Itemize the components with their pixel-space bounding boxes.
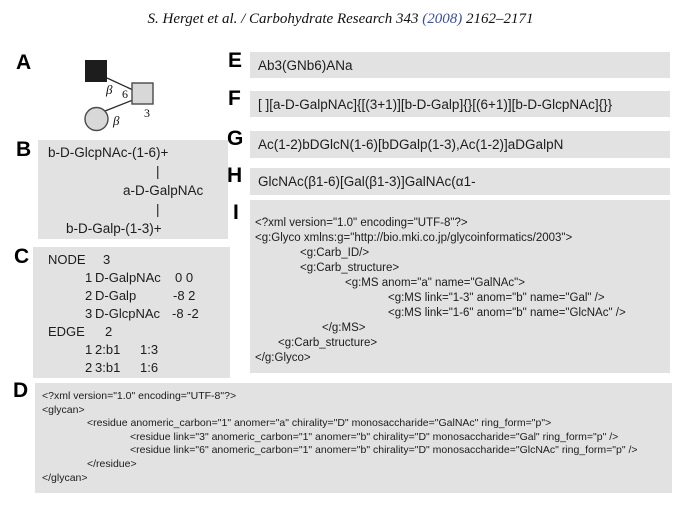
code-line: EDGE 2 <box>48 324 113 339</box>
panel-c-kcf-box <box>33 247 230 378</box>
panel-a-label: A <box>16 51 32 74</box>
code-line: <residue link="3" anomeric_carbon="1" anomer="b" chirality="D" monosaccharide="Gal" ring_form="p" /> <box>130 430 619 443</box>
code-line: <g:MS link="1-3" anom="b" name="Gal" /> <box>388 292 605 304</box>
code-line: b-D-Galp-(1-3)+ <box>66 221 162 236</box>
panel-g-text: Ac(1-2)bDGlcN(1-6)[bDGalp(1-3),Ac(1-2)]aDGalpN <box>258 137 564 152</box>
code-line: 1 D-GalpNAc 0 0 <box>85 270 194 285</box>
panel-d-xml-box <box>35 383 672 493</box>
code-line: </residue> <box>87 457 137 470</box>
panel-c-label: C <box>14 245 30 268</box>
code-line: b-D-GlcpNAc-(1-6)+ <box>48 145 169 160</box>
linkage-3-label: 3 <box>144 106 150 120</box>
panel-h-condensed-iupac-box <box>250 168 670 195</box>
code-line: | <box>156 164 160 179</box>
code-line: 3 D-GlcpNAc -8 -2 <box>85 306 199 321</box>
code-line: </g:MS> <box>322 322 366 334</box>
galnac-gray-square-icon <box>132 83 153 104</box>
code-line: <residue anomeric_carbon="1" anomer="a" chirality="D" monosaccharide="GalNAc" ring_form="p"> <box>87 417 552 430</box>
beta-label-top: β <box>106 82 113 97</box>
code-line: <g:Glyco xmlns:g="http://bio.mki.co.jp/glycoinformatics/2003"> <box>255 232 573 244</box>
code-line: <residue link="6" anomeric_carbon="1" anomer="b" chirality="D" monosaccharide="GlcNAc" ring_form="p" /> <box>130 444 638 457</box>
panel-f-label: F <box>228 87 241 110</box>
panel-h-label: H <box>227 164 243 187</box>
panel-i-glyco-xml-box <box>250 200 670 373</box>
panel-e-label: E <box>228 49 243 72</box>
code-line: <?xml version="1.0" encoding="UTF-8"?> <box>42 390 237 402</box>
code-line: 1 2:b1 1:3 <box>85 342 159 357</box>
gal-gray-circle-icon <box>85 108 108 131</box>
link-line-3 <box>105 100 133 111</box>
code-line: <glycan> <box>42 403 85 416</box>
code-line: <?xml version="1.0" encoding="UTF-8"?> <box>255 217 468 229</box>
running-head <box>0 11 681 28</box>
code-line: </glycan> <box>42 471 88 484</box>
panel-g-label: G <box>227 127 244 150</box>
code-line: </g:Glyco> <box>255 352 311 364</box>
panel-e-linearcode-box <box>250 52 670 78</box>
code-line: <g:MS anom="a" name="GalNAc"> <box>345 277 525 289</box>
code-line: <g:Carb_structure> <box>300 262 400 274</box>
code-line: 2 3:b1 1:6 <box>85 360 159 375</box>
code-line: <g:MS link="1-6" anom="b" name="GlcNAc" /> <box>388 307 626 319</box>
citation-pages: 2162–2171 <box>462 11 534 27</box>
panel-b-label: B <box>16 138 32 161</box>
code-line: <g:Carb_structure> <box>278 337 378 349</box>
linkage-6-label: 6 <box>122 87 128 101</box>
beta-label-bottom: β <box>113 113 120 128</box>
panel-e-text: Ab3(GNb6)ANa <box>258 57 353 73</box>
code-line: 2 D-Galp -8 2 <box>85 288 196 303</box>
panel-f-linucs-box <box>250 91 670 117</box>
panel-b-iupac-box <box>38 140 228 239</box>
panel-i-label: I <box>233 201 239 224</box>
citation-year: (2008) <box>422 11 463 27</box>
panel-h-text: GlcNAc(β1-6)[Gal(β1-3)]GalNAc(α1- <box>258 174 476 189</box>
glycan-symbol-diagram <box>78 52 168 148</box>
panel-f-text: [ ][a-D-GalpNAc]{[(3+1)][b-D-Galp]{}[(6+1)][b-D-GlcpNAc]{}} <box>258 96 613 112</box>
panel-d-label: D <box>13 379 29 402</box>
code-line: <g:Carb_ID/> <box>300 247 370 259</box>
code-line: a-D-GalpNAc <box>123 183 204 198</box>
panel-g-bcsdb-box <box>250 131 670 158</box>
code-line: NODE 3 <box>48 252 111 267</box>
code-line: | <box>156 202 160 217</box>
glcnac-black-square-icon <box>85 60 107 82</box>
citation-text: S. Herget et al. / Carbohydrate Research 343 <box>147 11 423 27</box>
